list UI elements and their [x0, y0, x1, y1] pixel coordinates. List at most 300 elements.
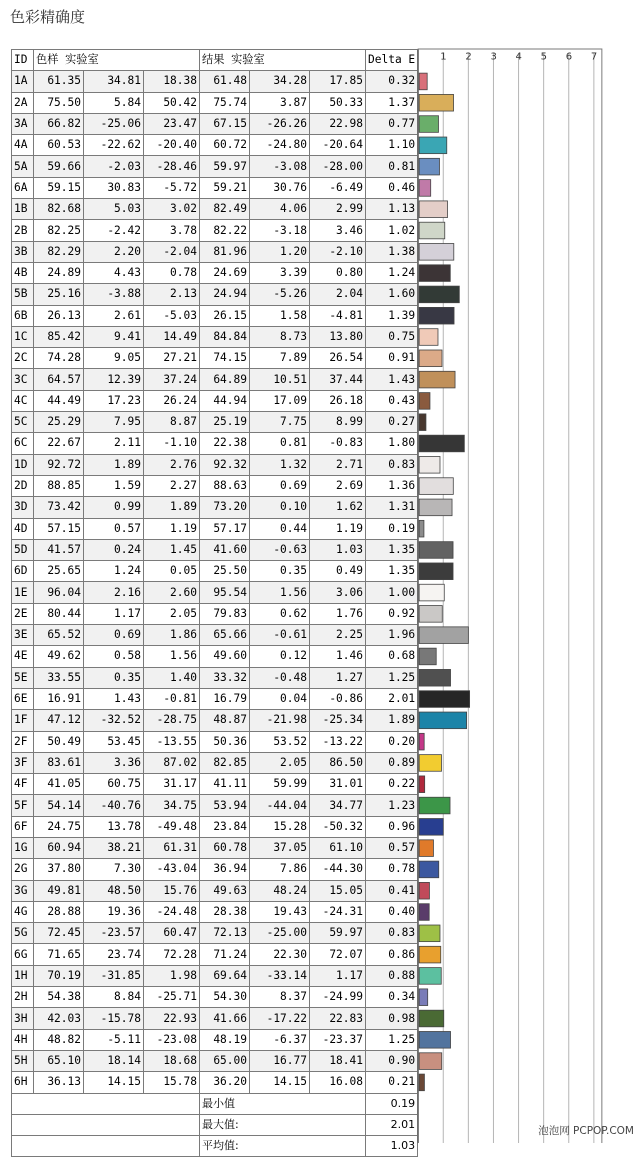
- cell-sample-b: -2.04: [144, 241, 200, 262]
- cell-sample-b: 15.78: [144, 1072, 200, 1093]
- cell-sample-a: -31.85: [84, 965, 144, 986]
- cell-sample-l: 54.38: [34, 987, 84, 1008]
- cell-sample-a: 23.74: [84, 944, 144, 965]
- chart-bar-4b: [419, 265, 450, 282]
- cell-sample-l: 24.75: [34, 816, 84, 837]
- cell-result-l: 72.13: [200, 923, 250, 944]
- cell-result-b: 13.80: [310, 326, 366, 347]
- cell-result-l: 59.97: [200, 156, 250, 177]
- cell-result-a: -0.61: [250, 625, 310, 646]
- cell-sample-b: 3.02: [144, 199, 200, 220]
- cell-sample-l: 64.57: [34, 369, 84, 390]
- cell-result-l: 81.96: [200, 241, 250, 262]
- cell-result-l: 61.48: [200, 71, 250, 92]
- cell-id: 6D: [12, 561, 34, 582]
- chart-bar-1c: [419, 329, 438, 346]
- cell-result-b: 1.19: [310, 518, 366, 539]
- cell-sample-b: -28.46: [144, 156, 200, 177]
- cell-result-l: 75.74: [200, 92, 250, 113]
- cell-id: 3A: [12, 113, 34, 134]
- chart-bar-4a: [419, 137, 447, 154]
- cell-result-l: 65.66: [200, 625, 250, 646]
- chart-bar-5c: [419, 414, 426, 431]
- cell-result-b: 1.17: [310, 965, 366, 986]
- cell-delta-e: 0.40: [366, 901, 418, 922]
- cell-delta-e: 1.37: [366, 92, 418, 113]
- cell-delta-e: 1.39: [366, 305, 418, 326]
- cell-sample-a: -3.88: [84, 284, 144, 305]
- summary-label: 最小值: [200, 1093, 366, 1114]
- cell-delta-e: 0.88: [366, 965, 418, 986]
- cell-result-l: 71.24: [200, 944, 250, 965]
- chart-bar-1e: [419, 584, 444, 601]
- cell-sample-l: 65.10: [34, 1050, 84, 1071]
- cell-sample-b: -49.48: [144, 816, 200, 837]
- cell-sample-l: 24.89: [34, 262, 84, 283]
- cell-id: 1G: [12, 837, 34, 858]
- cell-delta-e: 0.86: [366, 944, 418, 965]
- cell-result-a: 1.20: [250, 241, 310, 262]
- cell-sample-b: 1.56: [144, 646, 200, 667]
- cell-id: 4C: [12, 390, 34, 411]
- cell-result-l: 23.84: [200, 816, 250, 837]
- cell-delta-e: 0.96: [366, 816, 418, 837]
- cell-result-l: 73.20: [200, 497, 250, 518]
- chart-bar-2e: [419, 606, 442, 623]
- cell-result-a: 0.62: [250, 603, 310, 624]
- cell-sample-b: 23.47: [144, 113, 200, 134]
- cell-id: 4A: [12, 135, 34, 156]
- cell-id: 5G: [12, 923, 34, 944]
- cell-result-b: 3.06: [310, 582, 366, 603]
- cell-result-b: -4.81: [310, 305, 366, 326]
- chart-bar-6g: [419, 946, 441, 963]
- cell-result-a: 0.81: [250, 433, 310, 454]
- cell-sample-a: 53.45: [84, 731, 144, 752]
- cell-sample-b: -20.40: [144, 135, 200, 156]
- cell-result-b: 1.27: [310, 667, 366, 688]
- chart-bar-6f: [419, 819, 443, 836]
- cell-sample-a: -2.42: [84, 220, 144, 241]
- cell-result-b: 37.44: [310, 369, 366, 390]
- cell-delta-e: 0.92: [366, 603, 418, 624]
- chart-bar-4g: [419, 904, 429, 921]
- cell-sample-b: 34.75: [144, 795, 200, 816]
- cell-sample-a: 19.36: [84, 901, 144, 922]
- cell-sample-b: -23.08: [144, 1029, 200, 1050]
- cell-result-l: 24.69: [200, 262, 250, 283]
- cell-result-a: 8.37: [250, 987, 310, 1008]
- cell-delta-e: 1.80: [366, 433, 418, 454]
- chart-bar-6e: [419, 691, 469, 708]
- cell-result-b: 59.97: [310, 923, 366, 944]
- cell-id: 6A: [12, 177, 34, 198]
- cell-result-b: 86.50: [310, 752, 366, 773]
- cell-delta-e: 0.20: [366, 731, 418, 752]
- cell-sample-l: 59.15: [34, 177, 84, 198]
- cell-result-b: -2.10: [310, 241, 366, 262]
- cell-result-a: -33.14: [250, 965, 310, 986]
- cell-result-b: 2.71: [310, 454, 366, 475]
- cell-id: 3G: [12, 880, 34, 901]
- cell-sample-b: 0.78: [144, 262, 200, 283]
- cell-result-l: 44.94: [200, 390, 250, 411]
- chart-bar-1d: [419, 456, 440, 473]
- chart-bar-4e: [419, 648, 436, 665]
- cell-sample-l: 73.42: [34, 497, 84, 518]
- cell-delta-e: 0.34: [366, 987, 418, 1008]
- summary-value: 1.03: [366, 1136, 418, 1157]
- chart-bar-2f: [419, 733, 424, 750]
- cell-result-l: 24.94: [200, 284, 250, 305]
- cell-result-b: 1.76: [310, 603, 366, 624]
- cell-delta-e: 0.41: [366, 880, 418, 901]
- cell-id: 4G: [12, 901, 34, 922]
- cell-sample-a: -22.62: [84, 135, 144, 156]
- chart-bar-3c: [419, 371, 455, 388]
- chart-bar-2h: [419, 989, 428, 1006]
- chart-bar-6a: [419, 180, 431, 197]
- cell-sample-l: 49.62: [34, 646, 84, 667]
- cell-sample-b: 26.24: [144, 390, 200, 411]
- cell-result-l: 92.32: [200, 454, 250, 475]
- chart-bar-3b: [419, 244, 454, 261]
- cell-sample-l: 85.42: [34, 326, 84, 347]
- cell-sample-b: -5.72: [144, 177, 200, 198]
- cell-delta-e: 1.25: [366, 667, 418, 688]
- cell-sample-l: 28.88: [34, 901, 84, 922]
- cell-sample-a: -23.57: [84, 923, 144, 944]
- cell-sample-b: 2.13: [144, 284, 200, 305]
- cell-delta-e: 0.75: [366, 326, 418, 347]
- chart-bar-5g: [419, 925, 440, 942]
- chart-bar-1b: [419, 201, 447, 218]
- cell-sample-l: 74.28: [34, 348, 84, 369]
- cell-sample-l: 16.91: [34, 688, 84, 709]
- cell-id: 5A: [12, 156, 34, 177]
- cell-id: 3C: [12, 369, 34, 390]
- cell-result-a: 34.28: [250, 71, 310, 92]
- cell-result-a: -17.22: [250, 1008, 310, 1029]
- cell-result-a: -24.80: [250, 135, 310, 156]
- cell-sample-l: 41.57: [34, 539, 84, 560]
- cell-sample-a: 8.84: [84, 987, 144, 1008]
- cell-id: 4D: [12, 518, 34, 539]
- cell-result-b: 15.05: [310, 880, 366, 901]
- cell-delta-e: 0.32: [366, 71, 418, 92]
- cell-sample-l: 96.04: [34, 582, 84, 603]
- cell-id: 1C: [12, 326, 34, 347]
- cell-sample-a: 0.35: [84, 667, 144, 688]
- cell-id: 4F: [12, 774, 34, 795]
- header-result-lab: 结果 实验室: [200, 50, 366, 71]
- cell-result-a: -26.26: [250, 113, 310, 134]
- cell-sample-a: 0.24: [84, 539, 144, 560]
- cell-sample-b: -13.55: [144, 731, 200, 752]
- cell-delta-e: 1.43: [366, 369, 418, 390]
- cell-sample-b: -5.03: [144, 305, 200, 326]
- cell-sample-b: 22.93: [144, 1008, 200, 1029]
- cell-result-b: 8.99: [310, 412, 366, 433]
- cell-delta-e: 0.68: [366, 646, 418, 667]
- cell-result-l: 54.30: [200, 987, 250, 1008]
- chart-bar-5a: [419, 158, 439, 175]
- cell-sample-a: 0.57: [84, 518, 144, 539]
- cell-result-a: 1.56: [250, 582, 310, 603]
- cell-sample-a: 7.30: [84, 859, 144, 880]
- chart-bar-5d: [419, 542, 453, 559]
- cell-result-l: 22.38: [200, 433, 250, 454]
- cell-delta-e: 1.02: [366, 220, 418, 241]
- cell-result-a: -3.08: [250, 156, 310, 177]
- cell-result-b: -23.37: [310, 1029, 366, 1050]
- cell-result-a: 7.89: [250, 348, 310, 369]
- cell-result-l: 41.60: [200, 539, 250, 560]
- cell-result-b: 3.46: [310, 220, 366, 241]
- cell-sample-l: 48.82: [34, 1029, 84, 1050]
- chart-bar-1a: [419, 73, 427, 90]
- cell-result-l: 41.66: [200, 1008, 250, 1029]
- cell-sample-b: 87.02: [144, 752, 200, 773]
- cell-result-b: 22.83: [310, 1008, 366, 1029]
- cell-result-b: 2.25: [310, 625, 366, 646]
- chart-bar-4c: [419, 393, 430, 410]
- cell-id: 1H: [12, 965, 34, 986]
- cell-sample-a: 60.75: [84, 774, 144, 795]
- cell-result-l: 60.72: [200, 135, 250, 156]
- cell-sample-l: 26.13: [34, 305, 84, 326]
- cell-sample-l: 25.16: [34, 284, 84, 305]
- cell-sample-l: 36.13: [34, 1072, 84, 1093]
- cell-sample-a: 12.39: [84, 369, 144, 390]
- cell-sample-b: -1.10: [144, 433, 200, 454]
- cell-sample-b: 27.21: [144, 348, 200, 369]
- cell-sample-a: 1.59: [84, 475, 144, 496]
- cell-result-b: 26.18: [310, 390, 366, 411]
- cell-delta-e: 1.10: [366, 135, 418, 156]
- cell-delta-e: 0.19: [366, 518, 418, 539]
- page-title: 色彩精确度: [10, 8, 86, 26]
- cell-sample-l: 54.14: [34, 795, 84, 816]
- cell-result-l: 82.22: [200, 220, 250, 241]
- cell-sample-b: -28.75: [144, 710, 200, 731]
- cell-id: 2B: [12, 220, 34, 241]
- cell-result-b: 1.62: [310, 497, 366, 518]
- chart-tick-label: 2: [465, 51, 472, 63]
- cell-delta-e: 1.60: [366, 284, 418, 305]
- cell-id: 4B: [12, 262, 34, 283]
- cell-result-l: 25.50: [200, 561, 250, 582]
- chart-tick-label: 7: [590, 51, 598, 63]
- cell-sample-l: 75.50: [34, 92, 84, 113]
- cell-result-a: 59.99: [250, 774, 310, 795]
- cell-sample-a: 18.14: [84, 1050, 144, 1071]
- cell-delta-e: 1.25: [366, 1029, 418, 1050]
- cell-delta-e: 1.89: [366, 710, 418, 731]
- cell-result-l: 26.15: [200, 305, 250, 326]
- cell-result-b: 0.49: [310, 561, 366, 582]
- cell-result-b: 2.04: [310, 284, 366, 305]
- cell-result-a: 4.06: [250, 199, 310, 220]
- cell-sample-a: 5.03: [84, 199, 144, 220]
- cell-sample-a: 34.81: [84, 71, 144, 92]
- cell-sample-l: 25.29: [34, 412, 84, 433]
- cell-sample-a: 14.15: [84, 1072, 144, 1093]
- cell-id: 3H: [12, 1008, 34, 1029]
- cell-sample-a: 0.69: [84, 625, 144, 646]
- cell-id: 3B: [12, 241, 34, 262]
- cell-result-b: 22.98: [310, 113, 366, 134]
- cell-id: 2D: [12, 475, 34, 496]
- cell-delta-e: 0.78: [366, 859, 418, 880]
- cell-delta-e: 0.46: [366, 177, 418, 198]
- header-delta-e: Delta E: [366, 50, 418, 71]
- cell-sample-b: 37.24: [144, 369, 200, 390]
- cell-result-a: 0.35: [250, 561, 310, 582]
- cell-delta-e: 1.35: [366, 539, 418, 560]
- cell-sample-a: 17.23: [84, 390, 144, 411]
- cell-delta-e: 0.22: [366, 774, 418, 795]
- cell-sample-b: 1.89: [144, 497, 200, 518]
- cell-result-l: 33.32: [200, 667, 250, 688]
- cell-sample-b: -24.48: [144, 901, 200, 922]
- cell-sample-b: 1.45: [144, 539, 200, 560]
- chart-bar-4d: [419, 520, 424, 537]
- cell-delta-e: 0.89: [366, 752, 418, 773]
- chart-tick-label: 5: [540, 51, 548, 63]
- cell-result-a: -0.63: [250, 539, 310, 560]
- cell-result-l: 60.78: [200, 837, 250, 858]
- cell-sample-b: -0.81: [144, 688, 200, 709]
- cell-sample-b: 72.28: [144, 944, 200, 965]
- cell-result-l: 74.15: [200, 348, 250, 369]
- cell-delta-e: 0.21: [366, 1072, 418, 1093]
- cell-sample-l: 47.12: [34, 710, 84, 731]
- cell-sample-b: 2.27: [144, 475, 200, 496]
- cell-result-a: 15.28: [250, 816, 310, 837]
- cell-result-a: 17.09: [250, 390, 310, 411]
- cell-id: 2F: [12, 731, 34, 752]
- cell-id: 4H: [12, 1029, 34, 1050]
- chart-bar-3g: [419, 882, 429, 899]
- cell-sample-l: 42.03: [34, 1008, 84, 1029]
- summary-value: 2.01: [366, 1114, 418, 1135]
- cell-result-l: 65.00: [200, 1050, 250, 1071]
- chart-tick-label: 1: [440, 51, 447, 63]
- cell-sample-l: 60.94: [34, 837, 84, 858]
- cell-sample-a: 1.24: [84, 561, 144, 582]
- cell-delta-e: 1.96: [366, 625, 418, 646]
- cell-result-a: 53.52: [250, 731, 310, 752]
- cell-result-a: 1.58: [250, 305, 310, 326]
- cell-id: 6F: [12, 816, 34, 837]
- cell-result-a: -6.37: [250, 1029, 310, 1050]
- cell-sample-a: 7.95: [84, 412, 144, 433]
- cell-result-a: 0.44: [250, 518, 310, 539]
- cell-delta-e: 1.23: [366, 795, 418, 816]
- cell-result-b: 72.07: [310, 944, 366, 965]
- cell-id: 5C: [12, 412, 34, 433]
- cell-result-b: 2.99: [310, 199, 366, 220]
- chart-bar-3f: [419, 755, 441, 772]
- cell-sample-a: -32.52: [84, 710, 144, 731]
- cell-result-l: 48.19: [200, 1029, 250, 1050]
- cell-id: 4E: [12, 646, 34, 667]
- cell-sample-a: 2.61: [84, 305, 144, 326]
- cell-sample-a: 2.20: [84, 241, 144, 262]
- cell-result-b: 1.03: [310, 539, 366, 560]
- cell-sample-l: 44.49: [34, 390, 84, 411]
- cell-sample-a: 0.58: [84, 646, 144, 667]
- chart-bar-3e: [419, 627, 468, 644]
- chart-tick-label: 3: [490, 51, 497, 63]
- cell-result-a: 0.69: [250, 475, 310, 496]
- cell-result-b: 34.77: [310, 795, 366, 816]
- cell-sample-l: 41.05: [34, 774, 84, 795]
- cell-delta-e: 1.13: [366, 199, 418, 220]
- cell-result-l: 82.49: [200, 199, 250, 220]
- cell-id: 2A: [12, 92, 34, 113]
- cell-sample-b: 1.40: [144, 667, 200, 688]
- cell-result-b: -44.30: [310, 859, 366, 880]
- chart-bar-5h: [419, 1053, 442, 1070]
- cell-result-a: 22.30: [250, 944, 310, 965]
- cell-sample-a: 3.36: [84, 752, 144, 773]
- cell-sample-b: -43.04: [144, 859, 200, 880]
- chart-bar-1f: [419, 712, 466, 729]
- cell-result-a: 30.76: [250, 177, 310, 198]
- cell-id: 6C: [12, 433, 34, 454]
- cell-result-l: 53.94: [200, 795, 250, 816]
- cell-sample-a: 9.41: [84, 326, 144, 347]
- cell-result-a: 7.75: [250, 412, 310, 433]
- cell-sample-b: 1.86: [144, 625, 200, 646]
- cell-sample-a: -40.76: [84, 795, 144, 816]
- cell-result-l: 57.17: [200, 518, 250, 539]
- cell-delta-e: 1.38: [366, 241, 418, 262]
- cell-sample-a: 30.83: [84, 177, 144, 198]
- cell-id: 3E: [12, 625, 34, 646]
- chart-bar-2g: [419, 861, 439, 878]
- cell-delta-e: 0.81: [366, 156, 418, 177]
- cell-id: 1D: [12, 454, 34, 475]
- cell-sample-b: 2.76: [144, 454, 200, 475]
- cell-sample-l: 82.25: [34, 220, 84, 241]
- cell-sample-a: 2.11: [84, 433, 144, 454]
- cell-id: 6B: [12, 305, 34, 326]
- cell-sample-l: 88.85: [34, 475, 84, 496]
- cell-sample-l: 80.44: [34, 603, 84, 624]
- cell-result-b: -24.31: [310, 901, 366, 922]
- cell-sample-b: 31.17: [144, 774, 200, 795]
- cell-result-l: 50.36: [200, 731, 250, 752]
- cell-delta-e: 0.83: [366, 923, 418, 944]
- cell-id: 6E: [12, 688, 34, 709]
- cell-sample-b: 2.60: [144, 582, 200, 603]
- cell-sample-a: -5.11: [84, 1029, 144, 1050]
- cell-result-b: 2.69: [310, 475, 366, 496]
- header-sample-lab: 色样 实验室: [34, 50, 200, 71]
- cell-result-b: -0.86: [310, 688, 366, 709]
- chart-tick-label: 6: [565, 51, 573, 63]
- cell-id: 6G: [12, 944, 34, 965]
- cell-sample-a: 1.89: [84, 454, 144, 475]
- cell-sample-a: 2.16: [84, 582, 144, 603]
- cell-delta-e: 1.35: [366, 561, 418, 582]
- cell-sample-b: 61.31: [144, 837, 200, 858]
- cell-sample-l: 61.35: [34, 71, 84, 92]
- cell-result-b: 31.01: [310, 774, 366, 795]
